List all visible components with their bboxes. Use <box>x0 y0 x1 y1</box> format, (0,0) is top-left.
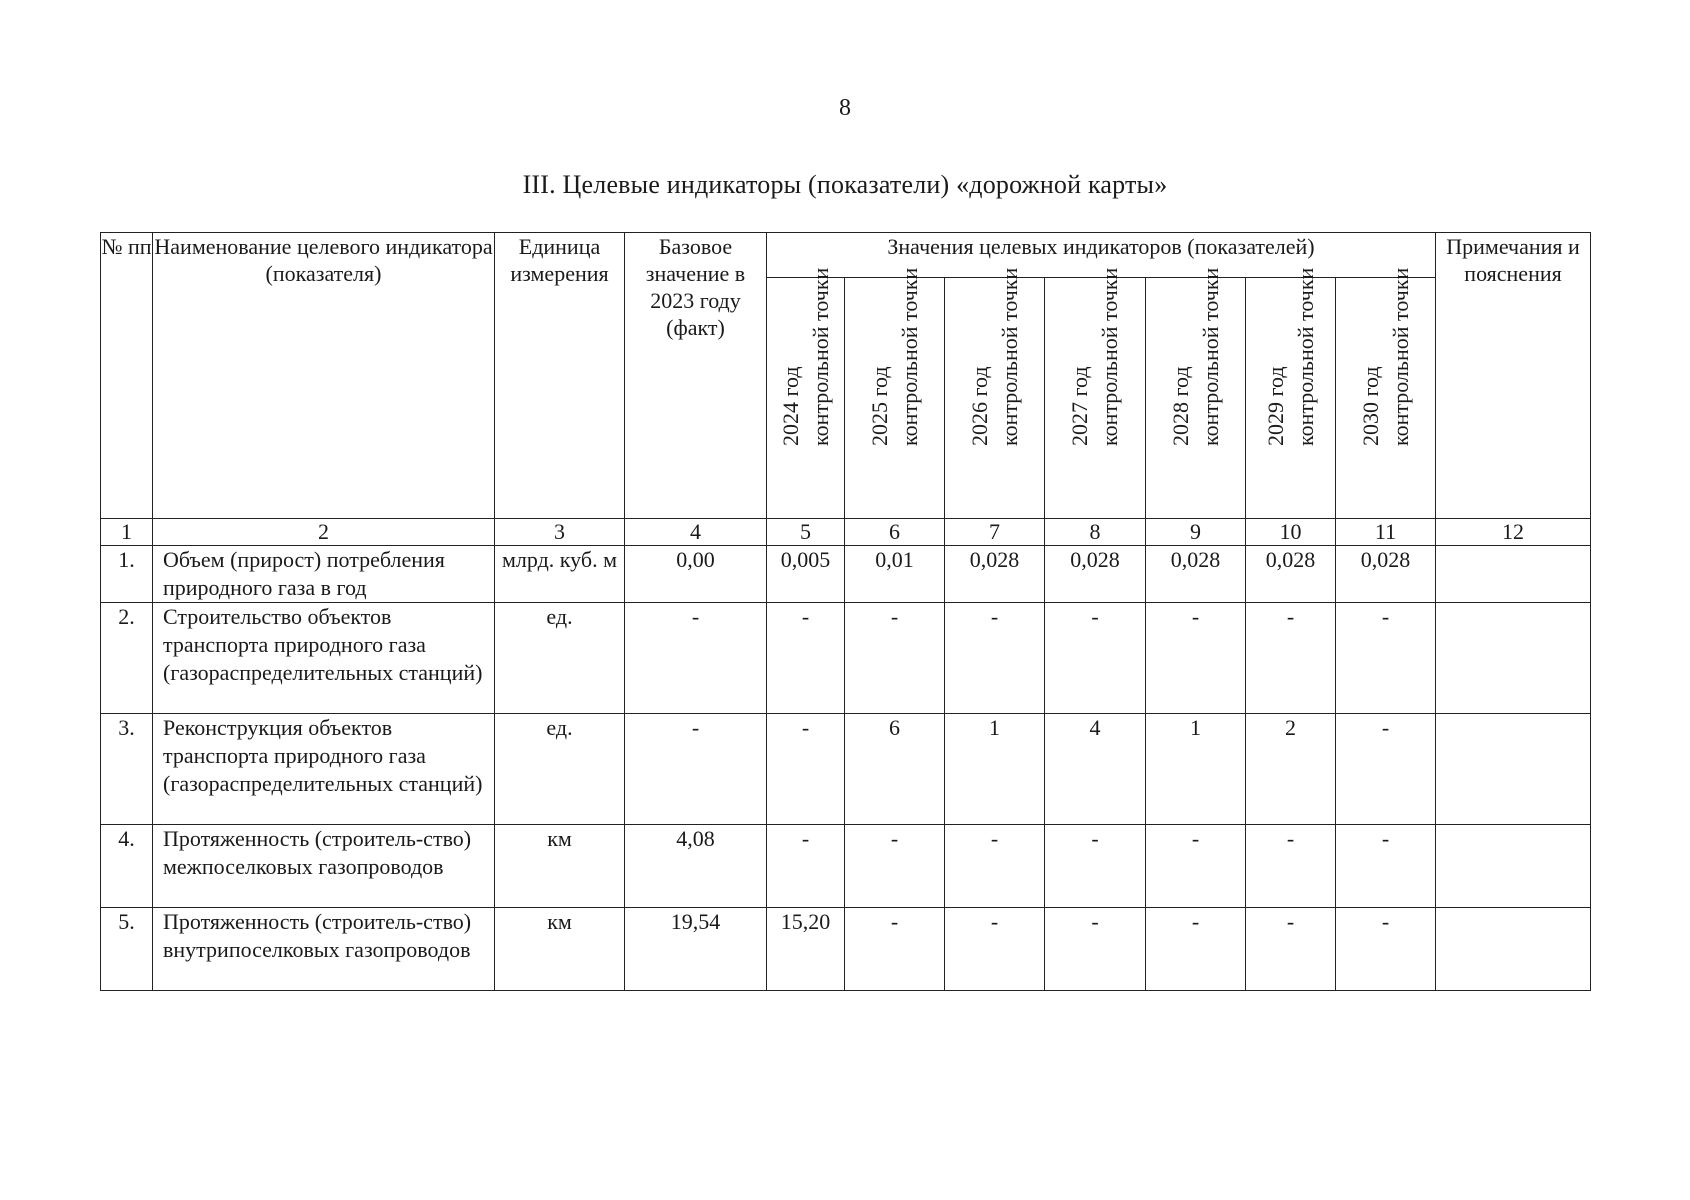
table-row <box>101 714 1591 825</box>
target-value-5: 0,028 <box>1146 546 1246 603</box>
target-value-3: 1 <box>945 714 1045 825</box>
column-index-4: 4 <box>625 519 767 546</box>
target-value-7: - <box>1336 908 1436 991</box>
notes-cell <box>1436 908 1591 991</box>
row-number: 2. <box>101 603 153 714</box>
row-number: 1. <box>101 546 153 603</box>
target-value-6: - <box>1246 825 1336 908</box>
header-notes: Примечания и пояснения <box>1436 233 1591 519</box>
indicator-name: Объем (прирост) потребления природного газа в год <box>153 546 495 603</box>
unit-of-measure: ед. <box>495 714 625 825</box>
indicator-name: Протяженность (строитель-ство) внутрипоселковых газопроводов <box>153 908 495 991</box>
header-num: № пп <box>101 233 153 519</box>
base-value: 19,54 <box>625 908 767 991</box>
indicator-name: Строительство объектов транспорта природного газа (газораспределительных станций) <box>153 603 495 714</box>
target-value-4: - <box>1045 825 1146 908</box>
column-index-5: 5 <box>767 519 845 546</box>
target-value-4: - <box>1045 603 1146 714</box>
header-year-label: 2024 год <box>777 366 803 446</box>
target-value-1: 15,20 <box>767 908 845 991</box>
column-index-12: 12 <box>1436 519 1591 546</box>
header-year-sublabel: контрольной точки <box>896 267 922 446</box>
page-number: 8 <box>839 95 851 121</box>
header-year-sublabel: контрольной точки <box>1387 267 1413 446</box>
target-value-3: - <box>945 825 1045 908</box>
indicators-table <box>100 232 1591 991</box>
base-value: 0,00 <box>625 546 767 603</box>
column-index-7: 7 <box>945 519 1045 546</box>
header-year-4 <box>1045 267 1146 519</box>
column-index-10: 10 <box>1246 519 1336 546</box>
notes-cell <box>1436 546 1591 603</box>
header-year-sublabel: контрольной точки <box>1097 267 1122 446</box>
target-value-6: 0,028 <box>1246 546 1336 603</box>
header-year-sublabel: контрольной точки <box>996 267 1022 446</box>
target-value-7: - <box>1336 825 1436 908</box>
target-value-4: - <box>1045 908 1146 991</box>
column-index-row <box>101 519 1591 546</box>
header-year-2 <box>845 267 945 519</box>
indicator-name: Реконструкция объектов транспорта природного газа (газораспределительных станций) <box>153 714 495 825</box>
unit-of-measure: км <box>495 825 625 908</box>
header-year-label: 2028 год <box>1167 366 1193 446</box>
row-number: 4. <box>101 825 153 908</box>
column-index-9: 9 <box>1146 519 1246 546</box>
header-year-6 <box>1246 267 1336 519</box>
unit-of-measure: ед. <box>495 603 625 714</box>
row-number: 3. <box>101 714 153 825</box>
target-value-6: - <box>1246 603 1336 714</box>
base-value: - <box>625 603 767 714</box>
target-value-5: 1 <box>1146 714 1246 825</box>
target-value-1: 0,005 <box>767 546 845 603</box>
header-year-sublabel: контрольной точки <box>807 267 833 446</box>
target-value-4: 0,028 <box>1045 546 1146 603</box>
header-base: Базовое значение в 2023 году (факт) <box>625 233 767 519</box>
table-row <box>101 546 1591 603</box>
target-value-3: - <box>945 603 1045 714</box>
target-value-7: - <box>1336 603 1436 714</box>
target-value-5: - <box>1146 908 1246 991</box>
header-year-sublabel: контрольной точки <box>1197 267 1223 446</box>
target-value-2: 0,01 <box>845 546 945 603</box>
target-value-4: 4 <box>1045 714 1146 825</box>
base-value: - <box>625 714 767 825</box>
target-value-7: - <box>1336 714 1436 825</box>
target-value-1: - <box>767 603 845 714</box>
target-value-7: 0,028 <box>1336 546 1436 603</box>
target-value-2: - <box>845 603 945 714</box>
target-value-2: - <box>845 908 945 991</box>
header-name: Наименование целевого индикатора (показателя) <box>153 233 495 519</box>
header-year-5 <box>1146 267 1246 519</box>
notes-cell <box>1436 825 1591 908</box>
section-title: III. Целевые индикаторы (показатели) «дорожной карты» <box>522 170 1168 199</box>
target-value-1: - <box>767 825 845 908</box>
table-row <box>101 908 1591 991</box>
header-year-label: 2026 год <box>966 366 992 446</box>
header-year-label: 2025 год <box>866 366 892 446</box>
target-value-5: - <box>1146 603 1246 714</box>
header-year-label: 2027 год <box>1067 366 1092 446</box>
column-index-2: 2 <box>153 519 495 546</box>
unit-of-measure: км <box>495 908 625 991</box>
header-year-label: 2029 год <box>1262 366 1288 446</box>
target-value-3: 0,028 <box>945 546 1045 603</box>
header-year-7 <box>1336 267 1436 519</box>
column-index-11: 11 <box>1336 519 1436 546</box>
header-year-sublabel: контрольной точки <box>1292 267 1318 446</box>
column-index-1: 1 <box>101 519 153 546</box>
table-row <box>101 825 1591 908</box>
target-value-2: - <box>845 825 945 908</box>
target-value-1: - <box>767 714 845 825</box>
target-value-5: - <box>1146 825 1246 908</box>
unit-of-measure: млрд. куб. м <box>495 546 625 603</box>
notes-cell <box>1436 603 1591 714</box>
header-targets-group: Значения целевых индикаторов (показателей) <box>767 233 1436 278</box>
target-value-3: - <box>945 908 1045 991</box>
indicator-name: Протяженность (строитель-ство) межпоселковых газопроводов <box>153 825 495 908</box>
column-index-3: 3 <box>495 519 625 546</box>
header-year-label: 2030 год <box>1357 366 1383 446</box>
column-index-8: 8 <box>1045 519 1146 546</box>
table-row <box>101 603 1591 714</box>
header-year-1 <box>767 267 845 519</box>
base-value: 4,08 <box>625 825 767 908</box>
notes-cell <box>1436 714 1591 825</box>
target-value-2: 6 <box>845 714 945 825</box>
column-index-6: 6 <box>845 519 945 546</box>
row-number: 5. <box>101 908 153 991</box>
header-year-3 <box>945 267 1045 519</box>
header-unit: Единица измерения <box>495 233 625 519</box>
target-value-6: - <box>1246 908 1336 991</box>
target-value-6: 2 <box>1246 714 1336 825</box>
